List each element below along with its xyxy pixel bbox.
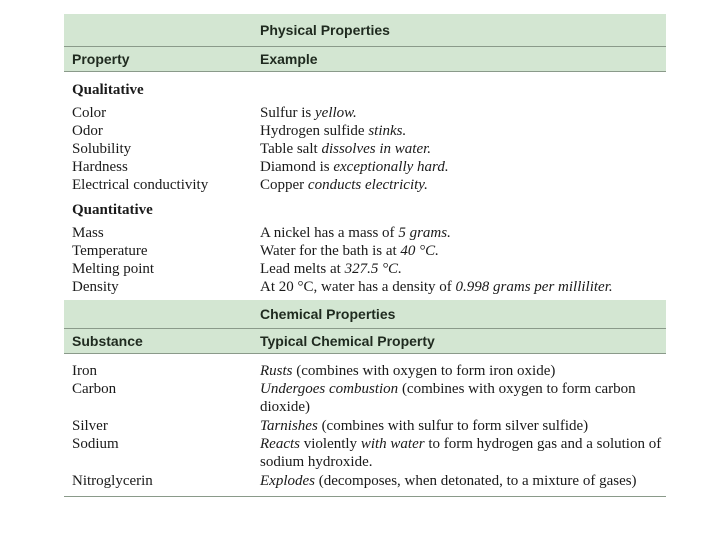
chemical-property: Reacts violently with water to form hydrogen gas and a solution of sodium hydroxide. <box>260 436 662 470</box>
substance-name: Sodium <box>72 436 119 452</box>
property-name: Mass <box>72 225 104 241</box>
physical-properties-title: Physical Properties <box>260 22 390 38</box>
chemical-header-row <box>64 328 666 354</box>
physical-properties-title-band <box>64 14 666 46</box>
property-example: A nickel has a mass of 5 grams. <box>260 225 451 241</box>
property-name: Melting point <box>72 261 155 277</box>
substance-name: Iron <box>72 363 97 379</box>
property-example: Table salt dissolves in water. <box>260 141 432 157</box>
property-name: Hardness <box>72 159 128 175</box>
table-bottom-rule <box>64 496 666 497</box>
quantitative-group-label: Quantitative <box>72 202 153 218</box>
chemical-section <box>64 354 666 504</box>
substance-name: Carbon <box>72 381 117 397</box>
property-example: Hydrogen sulfide stinks. <box>260 123 407 139</box>
substance-column-header: Substance <box>72 333 143 349</box>
property-name: Density <box>72 279 119 295</box>
typical-property-column-header: Typical Chemical Property <box>260 333 435 349</box>
property-example: Water for the bath is at 40 °C. <box>260 243 439 259</box>
property-example: At 20 °C, water has a density of 0.998 grams per milliliter. <box>260 279 613 295</box>
property-column-header: Property <box>72 51 130 67</box>
physical-header-row <box>64 46 666 72</box>
property-example: Diamond is exceptionally hard. <box>260 159 449 175</box>
property-name: Odor <box>72 123 103 139</box>
property-name: Electrical conductivity <box>72 177 209 193</box>
example-column-header: Example <box>260 51 318 67</box>
chemical-property: Rusts (combines with oxygen to form iron oxide) <box>260 363 556 379</box>
chemical-property: Explodes (decomposes, when detonated, to a mixture of gases) <box>260 473 637 489</box>
substance-name: Nitroglycerin <box>72 473 153 489</box>
chemical-properties-title: Chemical Properties <box>260 306 396 322</box>
property-example: Sulfur is yellow. <box>260 105 357 121</box>
chemical-property: Undergoes combustion (combines with oxygen to form carbon dioxide) <box>260 381 636 415</box>
property-example: Lead melts at 327.5 °C. <box>260 261 402 277</box>
property-example: Copper conducts electricity. <box>260 177 428 193</box>
qualitative-group-label: Qualitative <box>72 82 144 98</box>
physical-section <box>64 72 666 300</box>
property-name: Temperature <box>72 243 148 259</box>
chemical-property: Tarnishes (combines with sulfur to form silver sulfide) <box>260 418 589 434</box>
substance-name: Silver <box>72 418 108 434</box>
properties-table <box>64 14 666 504</box>
property-name: Color <box>72 105 107 121</box>
property-name: Solubility <box>72 141 132 157</box>
chemical-properties-title-band <box>64 300 666 328</box>
